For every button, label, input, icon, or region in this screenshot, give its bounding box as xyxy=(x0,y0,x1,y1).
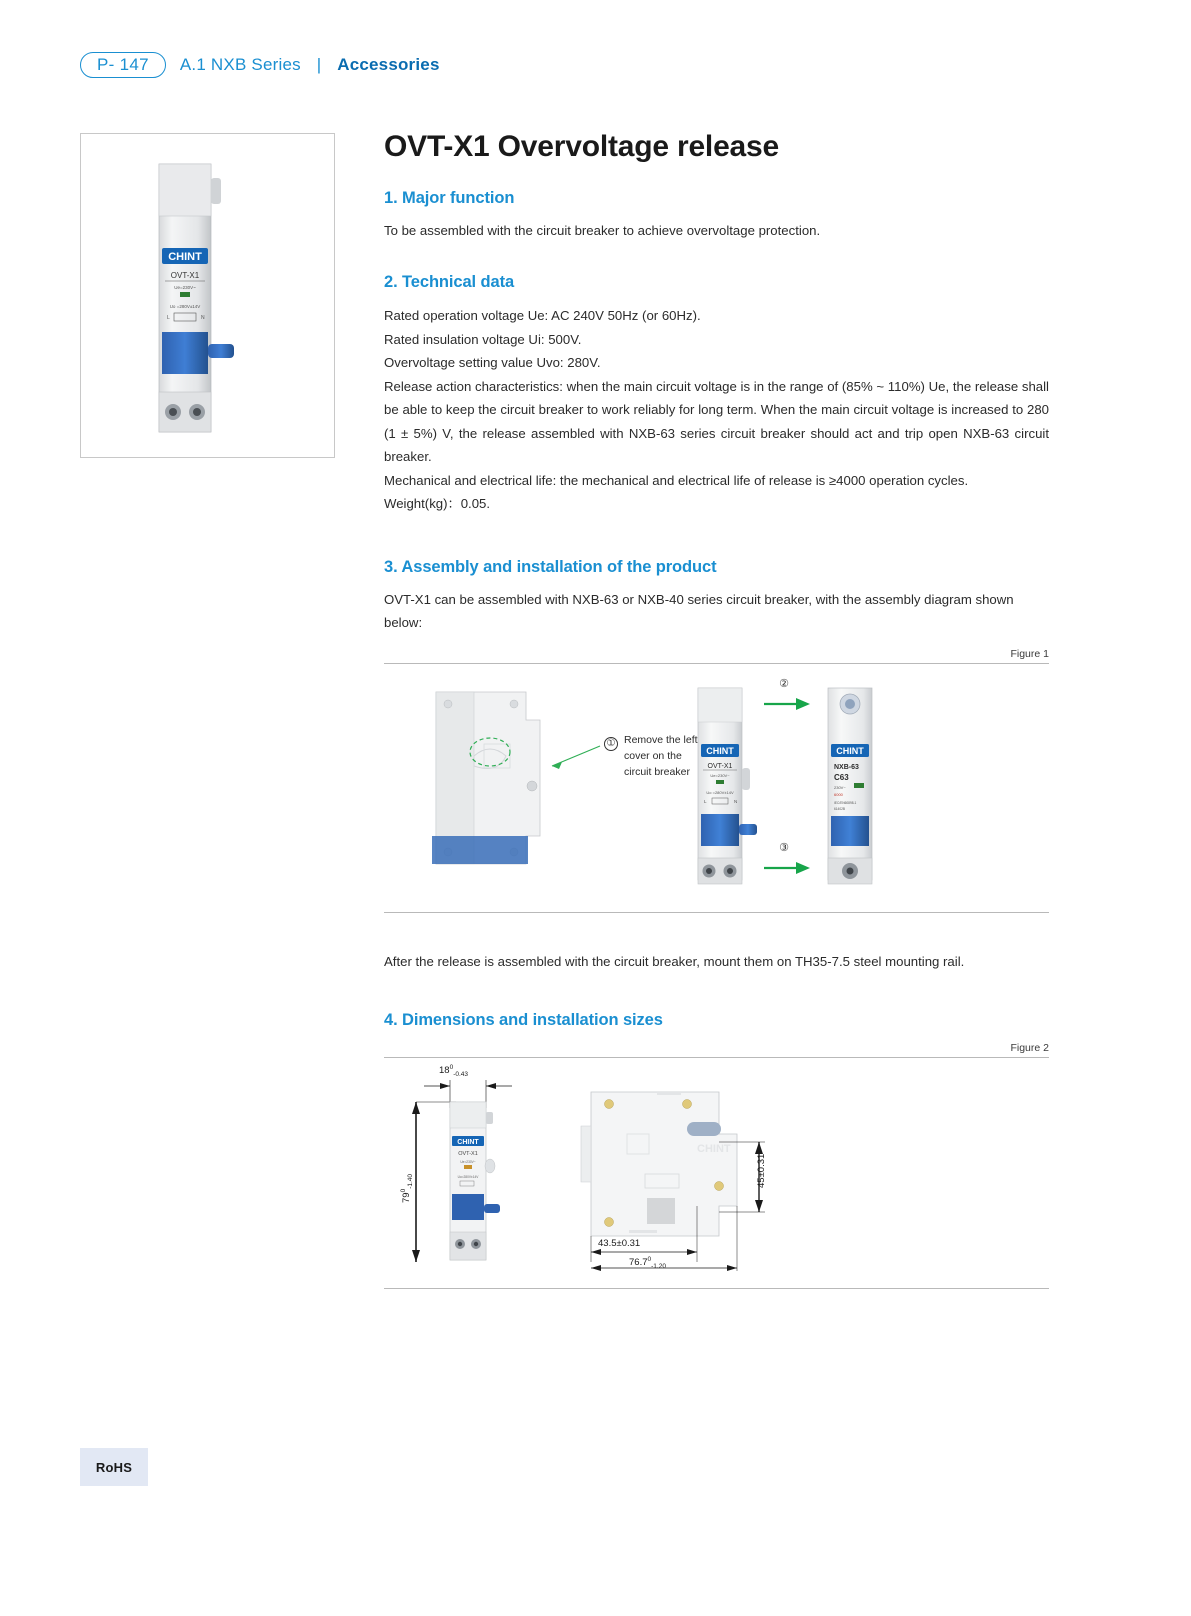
svg-text:OVT-X1: OVT-X1 xyxy=(170,271,200,280)
assembly-arrow-3 xyxy=(762,860,812,876)
svg-text:N: N xyxy=(201,315,205,321)
heading-major-function: 1. Major function xyxy=(384,189,515,207)
svg-text:230V~: 230V~ xyxy=(834,785,846,791)
breaker-side-view xyxy=(414,686,589,886)
rohs-badge: RoHS xyxy=(80,1448,148,1486)
svg-text:N: N xyxy=(734,799,738,805)
svg-text:Ue=230V~: Ue=230V~ xyxy=(710,773,730,779)
svg-text:IEC/EN60898-1: IEC/EN60898-1 xyxy=(834,801,857,806)
breadcrumb-separator: | xyxy=(316,55,322,74)
svg-text:NXB-63: NXB-63 xyxy=(834,764,859,772)
figure2-dimension-drawing xyxy=(384,1058,1049,1288)
callout-number-1: ① xyxy=(604,737,618,751)
svg-text:Uo =280V±14V: Uo =280V±14V xyxy=(169,304,201,309)
tech-paragraph-release-action: Release action characteristics: when the main circuit voltage is in the range of (85% ~ 110%) Ue, the release shall be able to keep the circuit breaker to work reliably for long term. When the main circuit voltage is increased to 280 (1 ± 5%) V, the release assembled with NXB-63 series circuit breaker should act and trip open NXB-63 circuit breaker. xyxy=(384,378,1049,465)
tech-line-rated-operation-voltage: Rated operation voltage Ue: AC 240V 50Hz (or 60Hz). xyxy=(384,308,701,324)
assembly-arrow-2 xyxy=(762,696,812,712)
page-title: OVT-X1 Overvoltage release xyxy=(384,130,780,163)
svg-text:61402B: 61402B xyxy=(834,807,845,812)
mounting-note: After the release is assembled with the circuit breaker, mount them on TH35-7.5 steel mounting rail. xyxy=(384,954,965,970)
heading-assembly: 3. Assembly and installation of the product xyxy=(384,557,717,576)
figure1-bottom-rule xyxy=(384,912,1049,913)
figure1-caption: Figure 1 xyxy=(1010,648,1049,661)
heading-technical-data: 2. Technical data xyxy=(384,273,515,292)
dimension-depth-label: 45±0.31 xyxy=(756,1153,767,1188)
figure1-assembly-diagram xyxy=(384,664,1049,912)
svg-text:Ue=230V~: Ue=230V~ xyxy=(174,285,196,290)
svg-text:CHINT: CHINT xyxy=(706,746,734,757)
svg-text:OVT-X1: OVT-X1 xyxy=(707,763,733,771)
svg-text:CHINT: CHINT xyxy=(697,1142,731,1155)
tech-line-mechanical-life: Mechanical and electrical life: the mechanical and electrical life of release is ≥4000 operation cycles. xyxy=(384,472,969,488)
dimension-front-view xyxy=(394,1063,524,1266)
svg-text:L: L xyxy=(167,315,170,321)
breadcrumb xyxy=(80,52,440,78)
dimension-total-label: $76.7^0_{-1.20}$ xyxy=(629,1255,666,1270)
tech-line-overvoltage-setting: Overvoltage setting value Uvo: 280V. xyxy=(384,355,601,371)
callout-number-2: ② xyxy=(779,678,789,691)
callout-number-3: ③ xyxy=(779,842,789,855)
technical-data-block xyxy=(384,304,1049,516)
callout1-leader-arrow xyxy=(542,742,604,772)
svg-text:Uo=280V±14V: Uo=280V±14V xyxy=(457,1174,479,1179)
callout-text-1: Remove the left cover on the circuit breaker xyxy=(624,734,698,778)
assembly-intro: OVT-X1 can be assembled with NXB-63 or NXB-40 series circuit breaker, with the assembly diagram shown below: xyxy=(384,591,1014,630)
series-label: A.1 NXB Series xyxy=(179,55,301,74)
ovt-x1-unit-front-view xyxy=(684,682,758,887)
svg-text:CHINT: CHINT xyxy=(168,251,202,263)
main-content xyxy=(384,130,1049,1289)
svg-text:Uo =280V±14V: Uo =280V±14V xyxy=(706,790,734,796)
svg-text:CHINT: CHINT xyxy=(836,746,864,757)
page-number-badge: P- 147 xyxy=(80,52,166,78)
dimension-height-label: $79^0_{-1.40}$ xyxy=(400,1173,415,1203)
figure2-bottom-rule xyxy=(384,1288,1049,1289)
svg-text:Ue=230V~: Ue=230V~ xyxy=(460,1159,476,1164)
svg-text:CHINT: CHINT xyxy=(457,1138,479,1146)
heading-dimensions: 4. Dimensions and installation sizes xyxy=(384,1010,663,1029)
section-label: Accessories xyxy=(337,55,440,74)
tech-line-weight: Weight(kg)：0.05. xyxy=(384,496,491,512)
dimension-width-label: $18^0_{-0.43}$ xyxy=(439,1063,469,1078)
svg-text:6000: 6000 xyxy=(834,792,843,798)
major-function-body: To be assembled with the circuit breaker to achieve overvoltage protection. xyxy=(384,223,821,238)
product-photo-box xyxy=(80,133,335,458)
svg-text:OVT-X1: OVT-X1 xyxy=(458,1150,478,1157)
product-photo xyxy=(129,156,269,438)
nxb-63-unit-front-view xyxy=(814,682,888,887)
figure2-caption: Figure 2 xyxy=(1010,1041,1049,1054)
tech-line-rated-insulation-voltage: Rated insulation voltage Ui: 500V. xyxy=(384,331,582,347)
svg-text:C63: C63 xyxy=(834,773,849,783)
dimension-base-label: 43.5±0.31 xyxy=(598,1237,641,1249)
svg-text:L: L xyxy=(704,799,707,805)
